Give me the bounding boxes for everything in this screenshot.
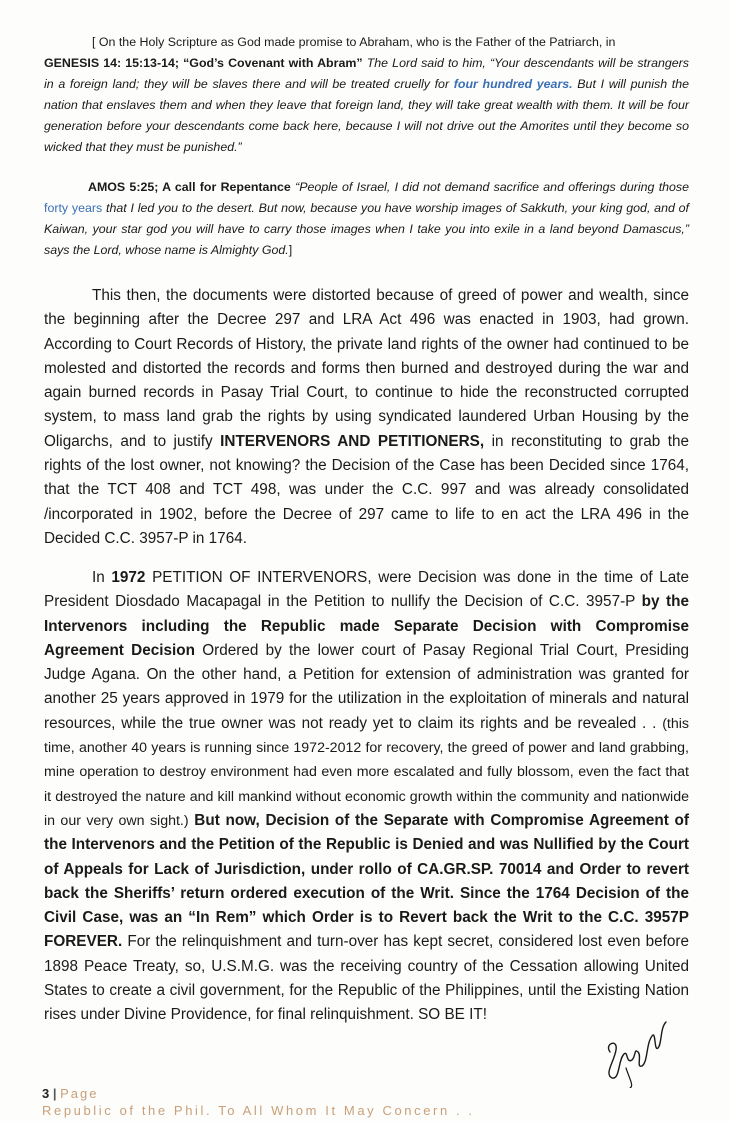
quote-closing-bracket: ] [288, 243, 293, 257]
page-number-line [42, 1086, 99, 1101]
amos-text-a: “People of Israel, I did not demand sacrifice and offerings during those [295, 180, 689, 194]
amos-quote [44, 177, 689, 261]
court-of-appeals-bold: But now, Decision of the Separate with Compromise Agreement of the Intervenors and the Petition of the Republic is Denied and was Nullified by the Court of Appeals for Lack of Jurisdiction, under rollo of CA.GR.SP. 70014 and Order to revert back the Sheriffs’ return ordered execution of the Writ. Since the 1764 Decision of the Civil Case, was an “In Rem” which Order is to Revert back the Writ to the C.C. 3957P FOREVER. [44, 811, 689, 951]
genesis-reference: GENESIS 14: 15:13-14; “God’s Covenant with Abram” [44, 56, 363, 70]
intervenors-decision-bold: by the Intervenors including the Republic made Separate Decision with Compromise Agreement Decision [44, 593, 690, 659]
genesis-text-a: The Lord said to him, “Your descendants will be strangers in a foreign land; they will be slaves there and will be treated cruelly for [44, 56, 690, 91]
paragraph-decree-history [44, 284, 689, 551]
amos-text-b: that I led you to the desert. But now, because you have worship images of Sakkuth, your king god, and of Kaiwan, your star god you will have to carry those images when I take you into exile in a land beyond Damascus,” says the Lord, whose name is Almighty God. [44, 201, 689, 257]
page-word: Page [60, 1086, 99, 1101]
four-hundred-years-highlight: four hundred years. [453, 77, 573, 91]
para1-text-a: This then, the documents were distorted because of greed of power and wealth, since the beginning after the Decree 297 and LRA Act 496 was enacted in 1903, had grown. According to Court Records of History, the private land rights of the owner had continued to be molested and distorted the records and forms then burned and destroyed during the war and again burned records in Pasay Trial Court, to continue to hide the reconstructed corrupted system, to mass land grab the rights by using syndicated laundered Urban Housing by the Oligarchs, and to justify [44, 287, 689, 450]
amos-reference: AMOS 5:25; A call for Repentance [88, 180, 291, 194]
para2-text-2: PETITION OF INTERVENORS, were Decision was done in the time of Late President Diosdado Macapagal in the Petition to nullify the Decision of C.C. 3957-P [44, 569, 689, 611]
footer-line: Republic of the Phil. To All Whom It May Concern . . [42, 1103, 475, 1118]
page-separator: | [52, 1086, 57, 1101]
intervenors-petitioners-bold: INTERVENORS AND PETITIONERS, [220, 432, 485, 450]
handwritten-signature [596, 1008, 676, 1088]
page-number: 3 [42, 1086, 50, 1101]
para1-text-b: in reconstituting to grab the rights of the lost owner, not knowing? the Decision of the Case has been Decided since 1764, that the TCT 408 and TCT 498, was under the C.C. 997 and was already consolidated /incorporated in 1902, before the Decree of 297 came to life to en act the LRA 496 in the Decided C.C. 3957-P in 1764. [44, 432, 690, 547]
genesis-quote [44, 32, 689, 158]
para2-text-3: Ordered by the lower court of Pasay Regional Trial Court, Presiding Judge Agana. On the other hand, a Petition for extension of administration was granted for another 25 years approved in 1979 for the utilization in the exploitation of minerals and natural resources, while the true owner was not ready yet to claim its rights and be revealed . . [44, 641, 690, 732]
para2-text-5: For the relinquishment and turn-over has kept secret, considered lost even before 1898 Peace Treaty, so, U.S.M.G. was the receiving country of the Cessation allowing United States to create a civil government, for the Republic of the Philippines, until the Existing Nation rises under Divine Providence, for final relinquishment. SO BE IT! [44, 933, 690, 1024]
paragraph-1972-petition [44, 566, 689, 1028]
quote-opening-text: [ On the Holy Scripture as God made promise to Abraham, who is the Father of the Patriarch, in [92, 35, 616, 49]
para2-text-1: In [92, 569, 105, 586]
forty-years-highlight: forty years [44, 201, 103, 215]
para2-parenthetical: (this time, another 40 years is running since 1972-2012 for recovery, the greed of power and land grabbing, mine operation to destroy environment had even more escalated and fully blossom, even the fact that it destroyed the nature and kill mankind without economic growth within the community and nationwide in our very own sight.) [44, 715, 689, 829]
genesis-text-b: But I will punish the nation that enslaves them and when they leave that foreign land, they will take great wealth with them. It will be four generation before your descendants come back here, because I will not drive out the Amorites until they become so wicked that they must be punished.” [44, 77, 689, 154]
year-1972-bold: 1972 [111, 569, 146, 586]
